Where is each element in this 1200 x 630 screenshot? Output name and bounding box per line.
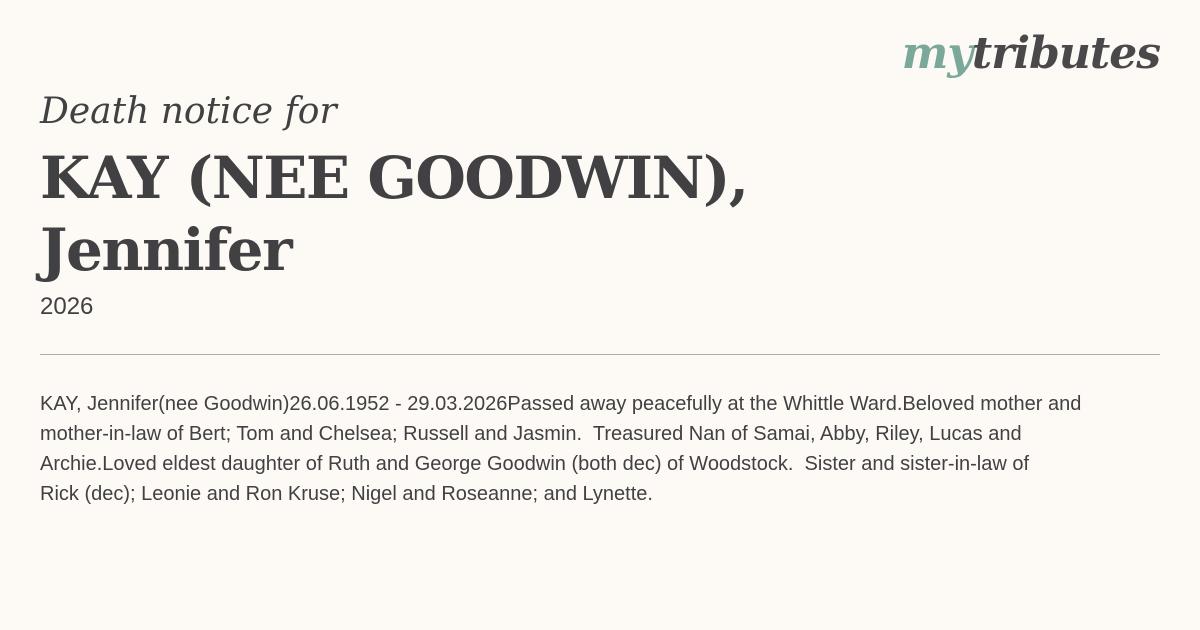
deceased-given-name: Jennifer	[40, 216, 292, 284]
notice-body: KAY, Jennifer(nee Goodwin)26.06.1952 - 29.03.2026Passed away peacefully at the Whittle Ward.Beloved mother and mother-in-law of Bert; Tom and Chelsea; Russell and Jasmin. Treasured Nan of Samai, Abby, Riley, Lucas and Archie.Loved eldest daughter of Ruth and George Goodwin (both dec) of Woodstock. Sister and sister-in-law of Rick (dec); Leonie and Ron Kruse; Nigel and Roseanne; and Lynette.	[40, 393, 1082, 505]
deceased-surname: KAY (NEE GOODWIN),	[40, 144, 748, 212]
notice-year: 2026	[40, 293, 94, 320]
notice-kicker: Death notice for	[40, 91, 337, 132]
mytributes-logo	[901, 28, 1160, 79]
divider	[40, 354, 1160, 355]
logo-part-tributes: tributes	[971, 28, 1160, 79]
logo-part-my: my	[901, 28, 972, 79]
deceased-name	[40, 142, 800, 286]
